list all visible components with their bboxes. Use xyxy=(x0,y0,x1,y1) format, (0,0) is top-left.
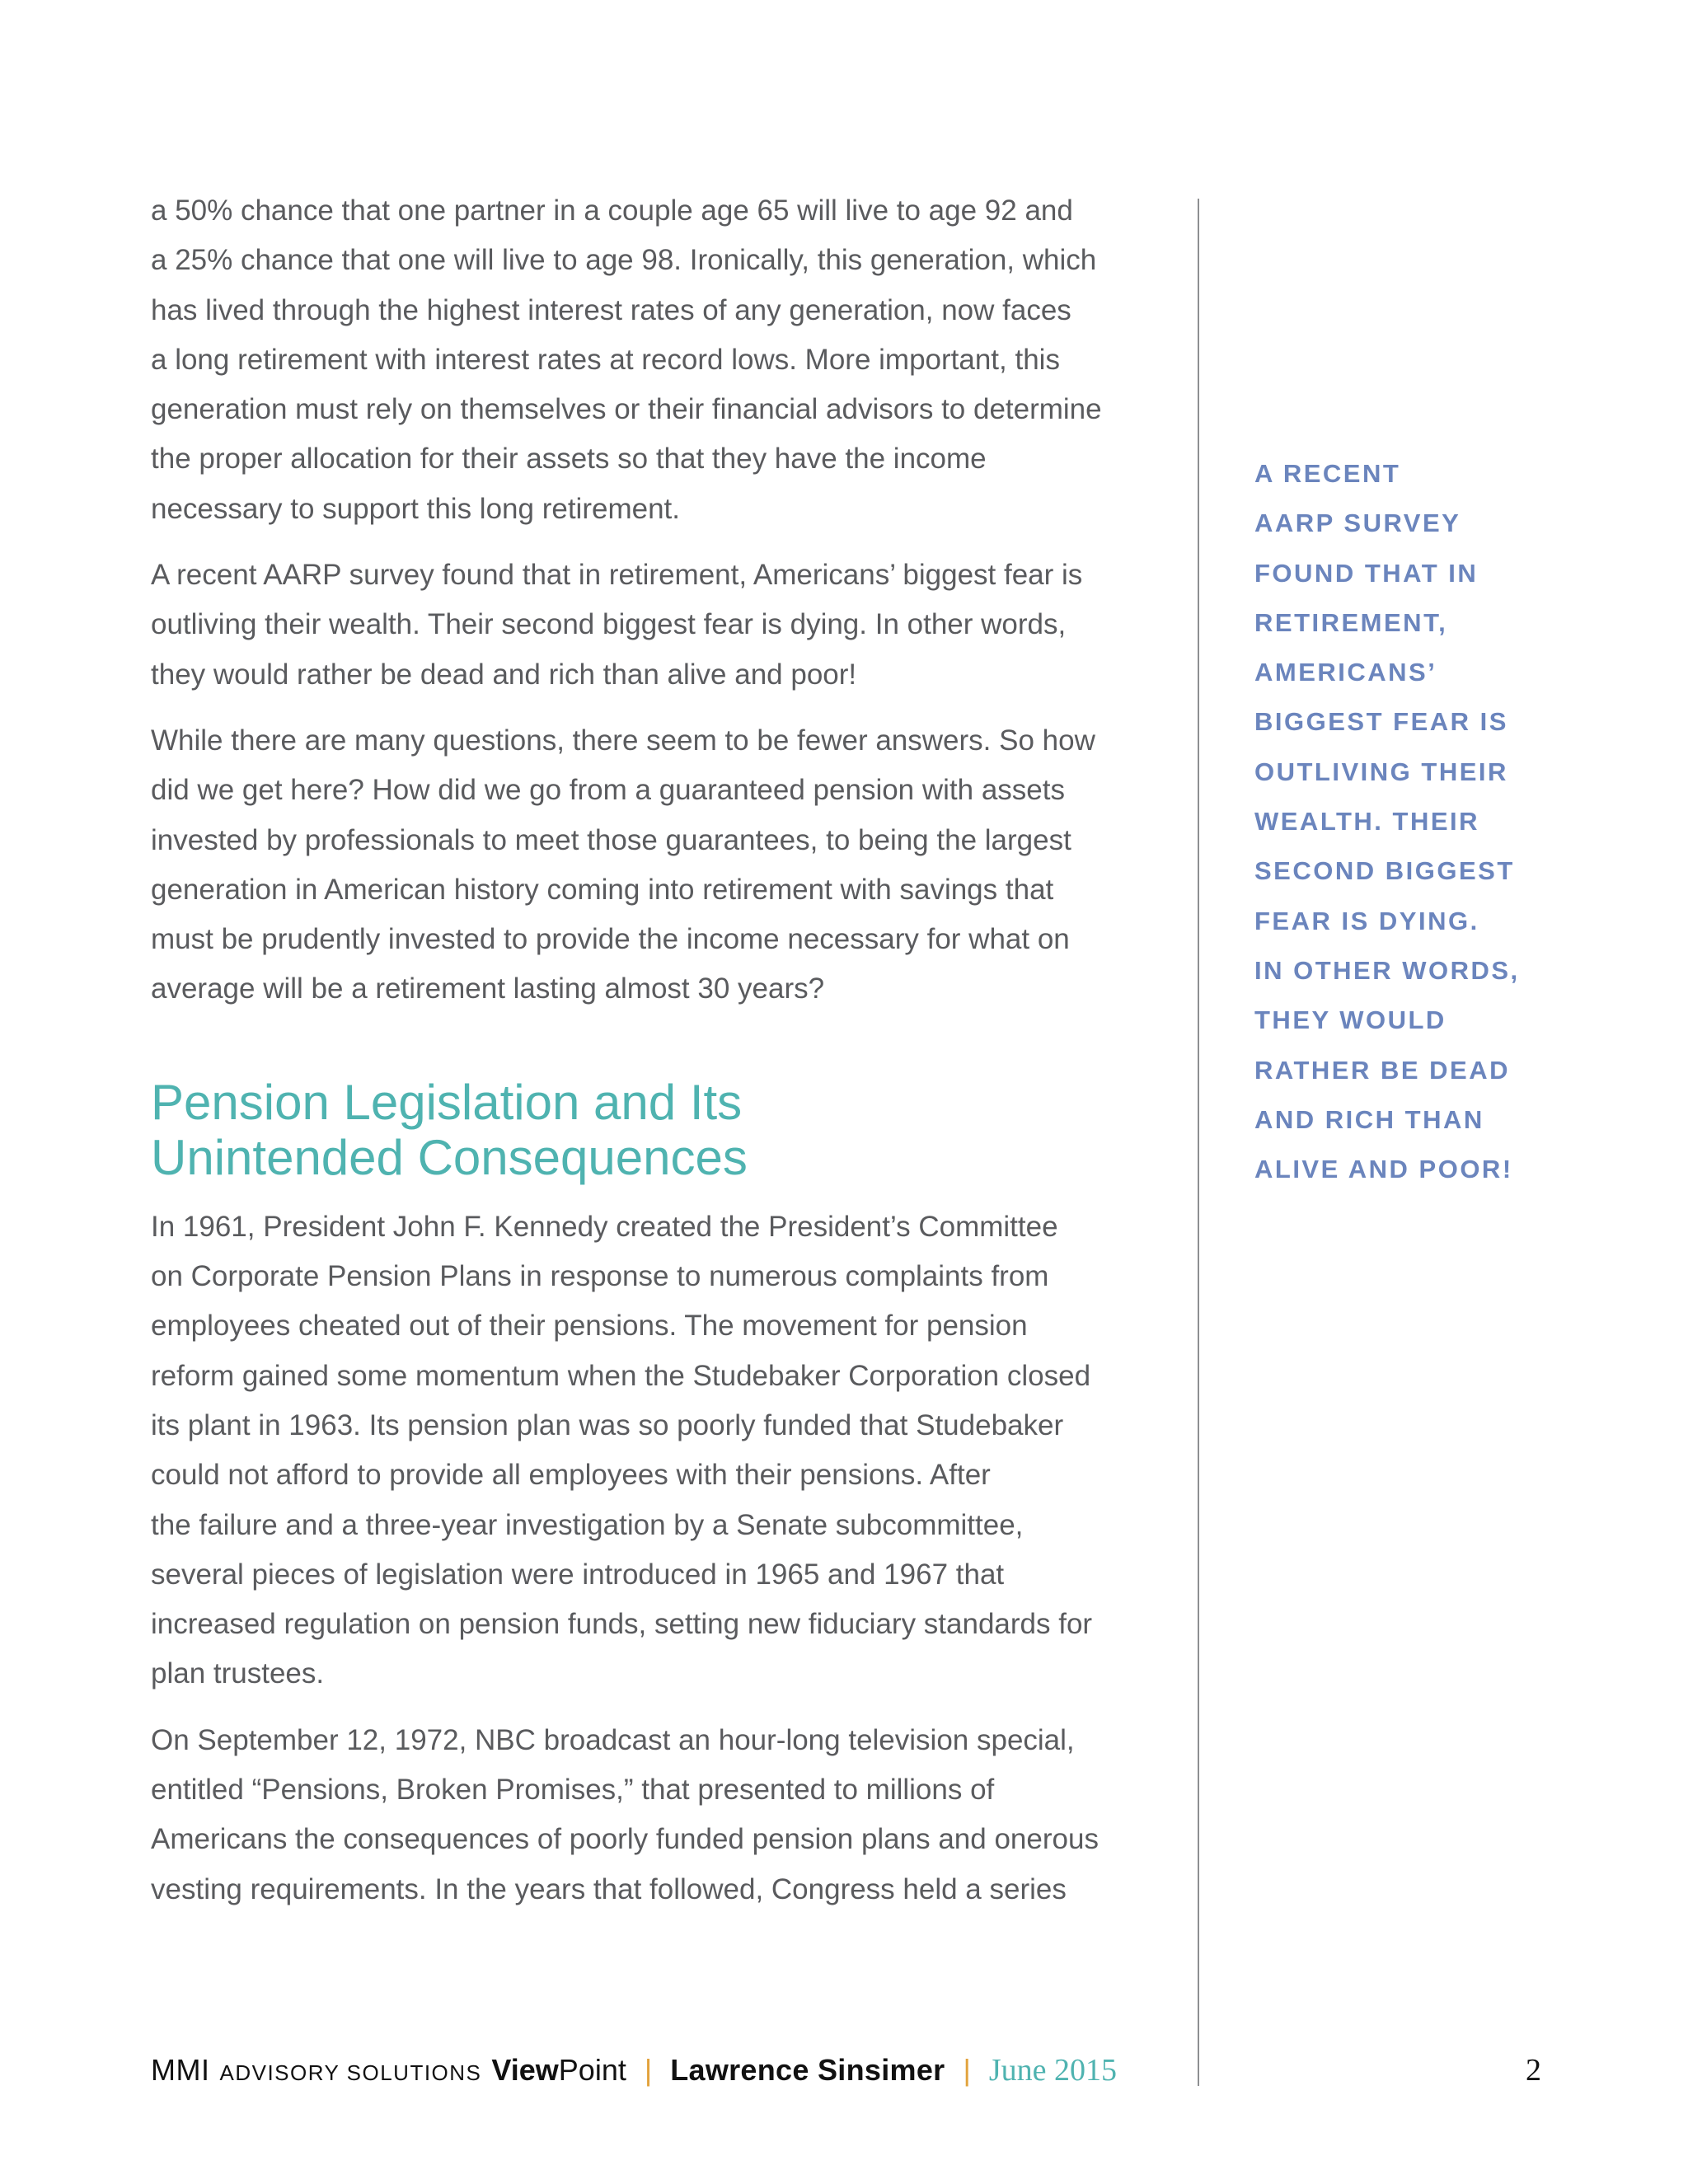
text-line: outliving their wealth. Their second biggest fear is dying. In other words, xyxy=(151,608,1067,641)
text-line: vesting requirements. In the years that followed, Congress held a series xyxy=(151,1872,1067,1905)
text-line: necessary to support this long retirement. xyxy=(151,492,680,525)
text-line: Americans the consequences of poorly funded pension plans and onerous xyxy=(151,1823,1099,1856)
text-line: reform gained some momentum when the Studebaker Corporation closed xyxy=(151,1359,1091,1392)
text-line: the proper allocation for their assets so that they have the income xyxy=(151,443,987,476)
text-line: its plant in 1963. Its pension plan was so poorly funded that Studebaker xyxy=(151,1408,1064,1441)
paragraph-intro xyxy=(151,186,1165,534)
footer-separator: | xyxy=(644,2053,653,2087)
text-line: increased regulation on pension funds, setting new fiduciary standards for xyxy=(151,1608,1093,1641)
text-line: THEY WOULD xyxy=(1254,1005,1447,1035)
text-line: Pension Legislation and Its xyxy=(151,1074,743,1130)
paragraph-kennedy-committee xyxy=(151,1202,1165,1699)
footer-date: June 2015 xyxy=(988,2053,1117,2088)
text-line: IN OTHER WORDS, xyxy=(1254,955,1520,985)
footer-author: Lawrence Sinsimer xyxy=(670,2053,945,2087)
page-number: 2 xyxy=(1526,2053,1541,2088)
text-line: entitled “Pensions, Broken Promises,” that presented to millions of xyxy=(151,1774,995,1807)
brand-viewpoint xyxy=(491,2053,626,2088)
text-line: a 25% chance that one will live to age 98. Ironically, this generation, which xyxy=(151,244,1097,277)
paragraph-questions xyxy=(151,716,1165,1015)
text-line: AMERICANS’ xyxy=(1254,658,1437,687)
text-line: the failure and a three-year investigation by a Senate subcommittee, xyxy=(151,1508,1024,1541)
text-line: generation in American history coming into retirement with savings that xyxy=(151,873,1054,906)
text-line: employees cheated out of their pensions. The movement for pension xyxy=(151,1310,1028,1343)
text-line: In 1961, President John F. Kennedy created the President’s Committee xyxy=(151,1210,1058,1243)
text-line: AND RICH THAN xyxy=(1254,1104,1484,1134)
text-line: generation must rely on themselves or their financial advisors to determine xyxy=(151,393,1102,426)
text-line: plan trustees. xyxy=(151,1657,325,1690)
text-line: RATHER BE DEAD xyxy=(1254,1055,1510,1085)
text-line: invested by professionals to meet those guarantees, to being the largest xyxy=(151,823,1071,856)
text-line: Unintended Consequences xyxy=(151,1129,748,1185)
text-line: AARP SURVEY xyxy=(1254,509,1461,538)
text-line: On September 12, 1972, NBC broadcast an hour-long television special, xyxy=(151,1723,1075,1756)
text-line: did we get here? How did we go from a guaranteed pension with assets xyxy=(151,774,1065,807)
paragraph-nbc-broadcast xyxy=(151,1716,1165,1915)
text-line: on Corporate Pension Plans in response to numerous complaints from xyxy=(151,1260,1049,1293)
text-line: several pieces of legislation were introduced in 1965 and 1967 that xyxy=(151,1558,1005,1591)
text-line: WEALTH. THEIR xyxy=(1254,807,1480,837)
paragraph-aarp-survey xyxy=(151,551,1165,700)
text-line: SECOND BIGGEST xyxy=(1254,856,1515,886)
brand-point: Point xyxy=(558,2053,626,2087)
text-line: they would rather be dead and rich than alive and poor! xyxy=(151,658,857,691)
brand-view: View xyxy=(491,2053,559,2087)
text-line: BIGGEST FEAR IS xyxy=(1254,707,1508,737)
text-line: A recent AARP survey found that in retirement, Americans’ biggest fear is xyxy=(151,559,1083,592)
brand-mmi: MMI xyxy=(151,2053,210,2087)
main-column xyxy=(151,186,1165,1931)
page-footer xyxy=(151,2052,1117,2098)
text-line: could not afford to provide all employees with their pensions. After xyxy=(151,1459,991,1492)
footer-separator: | xyxy=(963,2053,971,2087)
text-line: RETIREMENT, xyxy=(1254,607,1448,637)
text-line: FOUND THAT IN xyxy=(1254,558,1479,588)
text-line: average will be a retirement lasting almost 30 years? xyxy=(151,972,825,1005)
column-divider xyxy=(1198,199,1199,2086)
brand-advisory-solutions: ADVISORY SOLUTIONS xyxy=(219,2060,482,2085)
text-line: has lived through the highest interest rates of any generation, now faces xyxy=(151,293,1071,326)
text-line: ALIVE AND POOR! xyxy=(1254,1155,1513,1184)
text-line: A RECENT xyxy=(1254,459,1401,488)
text-line: must be prudently invested to provide the income necessary for what on xyxy=(151,923,1070,956)
text-line: FEAR IS DYING. xyxy=(1254,906,1479,935)
text-line: a 50% chance that one partner in a couple age 65 will live to age 92 and xyxy=(151,194,1073,227)
text-line: OUTLIVING THEIR xyxy=(1254,757,1508,786)
section-heading xyxy=(151,1075,1165,1185)
pull-quote xyxy=(1254,449,1650,1194)
text-line: While there are many questions, there seem to be fewer answers. So how xyxy=(151,724,1095,757)
text-line: a long retirement with interest rates at record lows. More important, this xyxy=(151,343,1060,376)
